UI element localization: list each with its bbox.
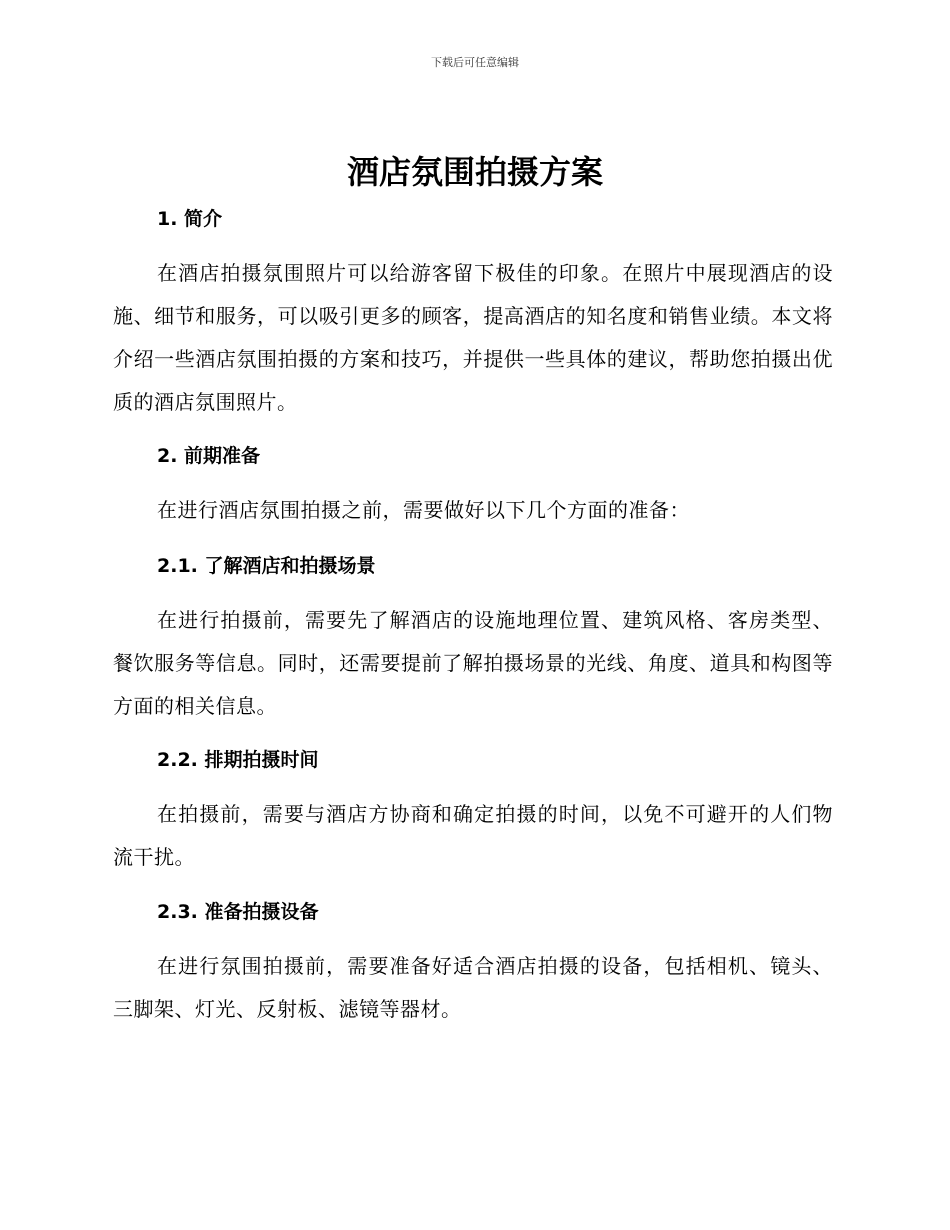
paragraph-schedule: 在拍摄前，需要与酒店方协商和确定拍摄的时间，以免不可避开的人们物流干扰。 (113, 802, 833, 869)
paragraph-equipment: 在进行氛围拍摄前，需要准备好适合酒店拍摄的设备，包括相机、镜头、三脚架、灯光、反射板、滤镜等器材。 (113, 954, 833, 1021)
section-heading-schedule: 2.2. 排期拍摄时间 (157, 749, 319, 771)
section-heading-equipment: 2.3. 准备拍摄设备 (157, 901, 319, 923)
section-heading-preparation: 2. 前期准备 (157, 445, 261, 467)
paragraph-preparation: 在进行酒店氛围拍摄之前，需要做好以下几个方面的准备： (157, 498, 690, 522)
paragraph-understand-hotel: 在进行拍摄前，需要先了解酒店的设施地理位置、建筑风格、客房类型、餐饮服务等信息。同时，还需要提前了解拍摄场景的光线、角度、道具和构图等方面的相关信息。 (113, 608, 833, 718)
paragraph-intro: 在酒店拍摄氛围照片可以给游客留下极佳的印象。在照片中展现酒店的设施、细节和服务，可以吸引更多的顾客，提高酒店的知名度和销售业绩。本文将介绍一些酒店氛围拍摄的方案和技巧，并提供一些具体的建议，帮助您拍摄出优质的酒店氛围照片。 (113, 261, 833, 414)
section-heading-understand-hotel: 2.1. 了解酒店和拍摄场景 (157, 555, 376, 577)
document-title: 酒店氛围拍摄方案 (346, 153, 603, 191)
section-heading-intro: 1. 简介 (157, 208, 223, 230)
page-header-note: 下载后可任意编辑 (431, 56, 519, 69)
